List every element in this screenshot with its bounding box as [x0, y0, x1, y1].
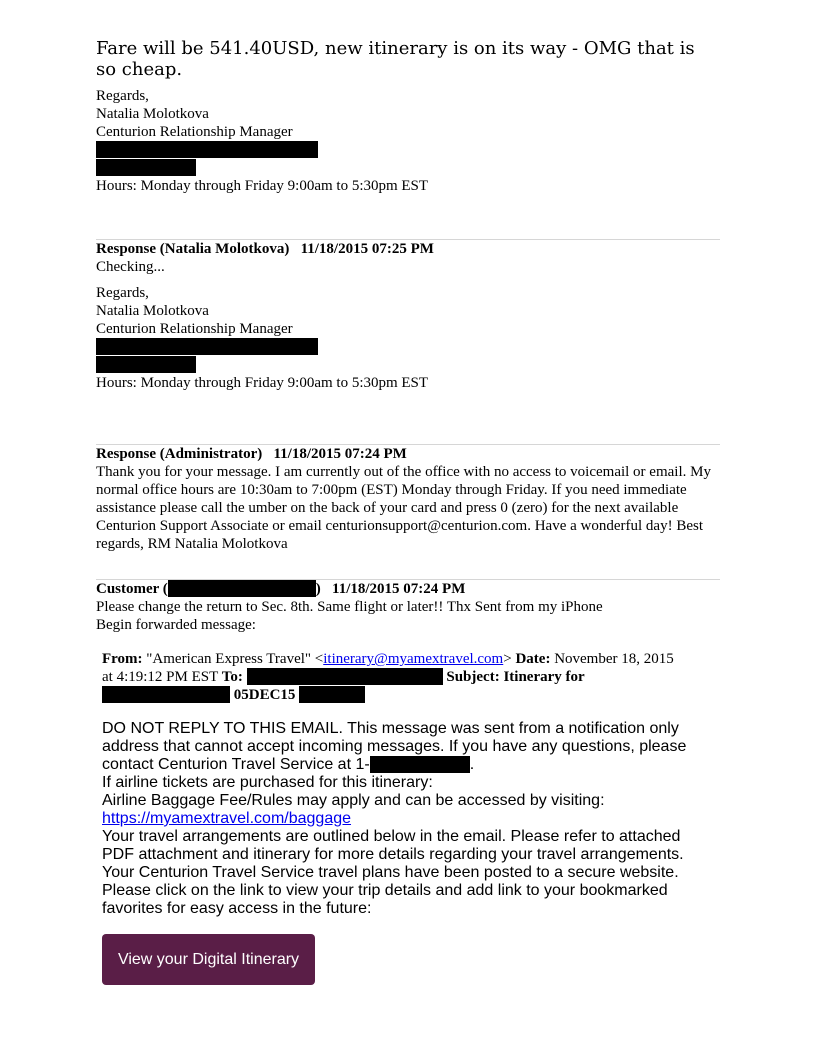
response-author: Response (Natalia Molotkova) [96, 241, 290, 257]
forwarded-header: From: "American Express Travel" <itinerary@myamextravel.com> Date: November 18, 2015 at 4:19:12 PM EST To: Subject: Itinerary for 05DEC15 [102, 651, 674, 703]
redacted-email [96, 159, 196, 176]
response-author: Response (Administrator) [96, 446, 263, 462]
baggage-link[interactable]: https://myamextravel.com/baggage [102, 810, 352, 827]
signature-title: Centurion Relationship Manager [96, 321, 293, 337]
redacted-phone [96, 338, 318, 355]
response-header [96, 240, 720, 258]
customer-header: Customer ( ) 11/18/2015 07:24 PM [96, 581, 466, 597]
notice-paragraph: Your Centurion Travel Service travel plans have been posted to a secure website. [102, 864, 679, 881]
notice-line: address that cannot accept incoming messages. If you have any questions, please [102, 738, 687, 755]
signature-hours: Hours: Monday through Friday 9:00am to 5:30pm EST [96, 178, 429, 194]
redacted-email [96, 356, 196, 373]
response-timestamp: 11/18/2015 07:25 PM [300, 241, 434, 257]
notice-line: contact Centurion Travel Service at 1- [102, 756, 370, 773]
date-value-time: at 4:19:12 PM EST [102, 669, 218, 685]
fare-message: Fare will be 541.40USD, new itinerary is on its way - OMG that is so cheap. [96, 38, 695, 80]
to-label: To: [221, 669, 243, 685]
response-body: Checking... [96, 259, 165, 275]
customer-timestamp: 11/18/2015 07:24 PM [332, 581, 466, 597]
notice-line: DO NOT REPLY TO THIS EMAIL. This message was sent from a notification only [102, 720, 679, 737]
signature-title: Centurion Relationship Manager [96, 124, 293, 140]
redacted-subject-name [102, 686, 230, 703]
redacted-phone-number [370, 756, 470, 773]
customer-message: Please change the return to Sec. 8th. Same flight or later!! Thx Sent from my iPhone [96, 599, 603, 615]
from-email-link[interactable]: itinerary@myamextravel.com [323, 651, 504, 667]
signature-name: Natalia Molotkova [96, 106, 209, 122]
view-digital-itinerary-button[interactable]: View your Digital Itinerary [102, 934, 315, 985]
notice-paragraph: Your travel arrangements are outlined below in the email. Please refer to attached [102, 828, 681, 845]
redacted-customer-name [168, 580, 316, 597]
from-label: From: [102, 651, 143, 667]
notice-block: DO NOT REPLY TO THIS EMAIL. This message was sent from a notification only address that cannot accept incoming messages. If you have any questions, please contact Centurion Travel Service at 1- . If airline tickets are purchased for this itinerary: Airline Baggage Fee/Rules may apply and can be accessed by visiting: https://myamextravel.com/baggage Your travel arrangements are outlined below in the email. Please refer to attached PDF attachment and itinerary for more details regarding your travel arrangements. Your Centurion Travel Service travel plans have been posted to a secure website. Please click on the link to view your trip details and add link to your bookmarked favorites for easy access in the future: [102, 720, 722, 918]
airline-line: If airline tickets are purchased for this itinerary: [102, 774, 433, 791]
response-timestamp: 11/18/2015 07:24 PM [273, 446, 407, 462]
notice-paragraph: favorites for easy access in the future: [102, 900, 372, 917]
subject-label: Subject: Itinerary for [446, 669, 585, 685]
forwarded-label: Begin forwarded message: [96, 617, 256, 633]
from-name: "American Express Travel" < [146, 651, 324, 667]
signature-hours: Hours: Monday through Friday 9:00am to 5:30pm EST [96, 375, 429, 391]
signature-block-2 [96, 284, 596, 392]
response-header [96, 445, 720, 463]
redacted-subject-code [299, 686, 365, 703]
redacted-recipient [247, 668, 443, 685]
subject-code: 05DEC15 [233, 687, 296, 703]
customer-label: Customer ( [96, 581, 168, 597]
date-label: Date: [515, 651, 551, 667]
redacted-phone [96, 141, 318, 158]
response-body: Thank you for your message. I am currently out of the office with no access to voicemail or email. My normal office hours are 10:30am to 7:00pm (EST) Monday through Friday. If you need immediate assistance please call the umber on the back of your card and press 0 (zero) for the next available Centurion Support Associate or email centurionsupport@centurion.com. Have a wonderful day! Best regards, RM Natalia Molotkova [96, 464, 711, 552]
signature-regards: Regards, [96, 88, 149, 104]
date-value-part: November 18, 2015 [554, 651, 674, 667]
baggage-line: Airline Baggage Fee/Rules may apply and can be accessed by visiting: [102, 792, 605, 809]
signature-block-1 [96, 87, 596, 195]
signature-name: Natalia Molotkova [96, 303, 209, 319]
notice-paragraph: PDF attachment and itinerary for more details regarding your travel arrangements. [102, 846, 684, 863]
notice-paragraph: Please click on the link to view your trip details and add link to your bookmarked [102, 882, 668, 899]
signature-regards: Regards, [96, 285, 149, 301]
